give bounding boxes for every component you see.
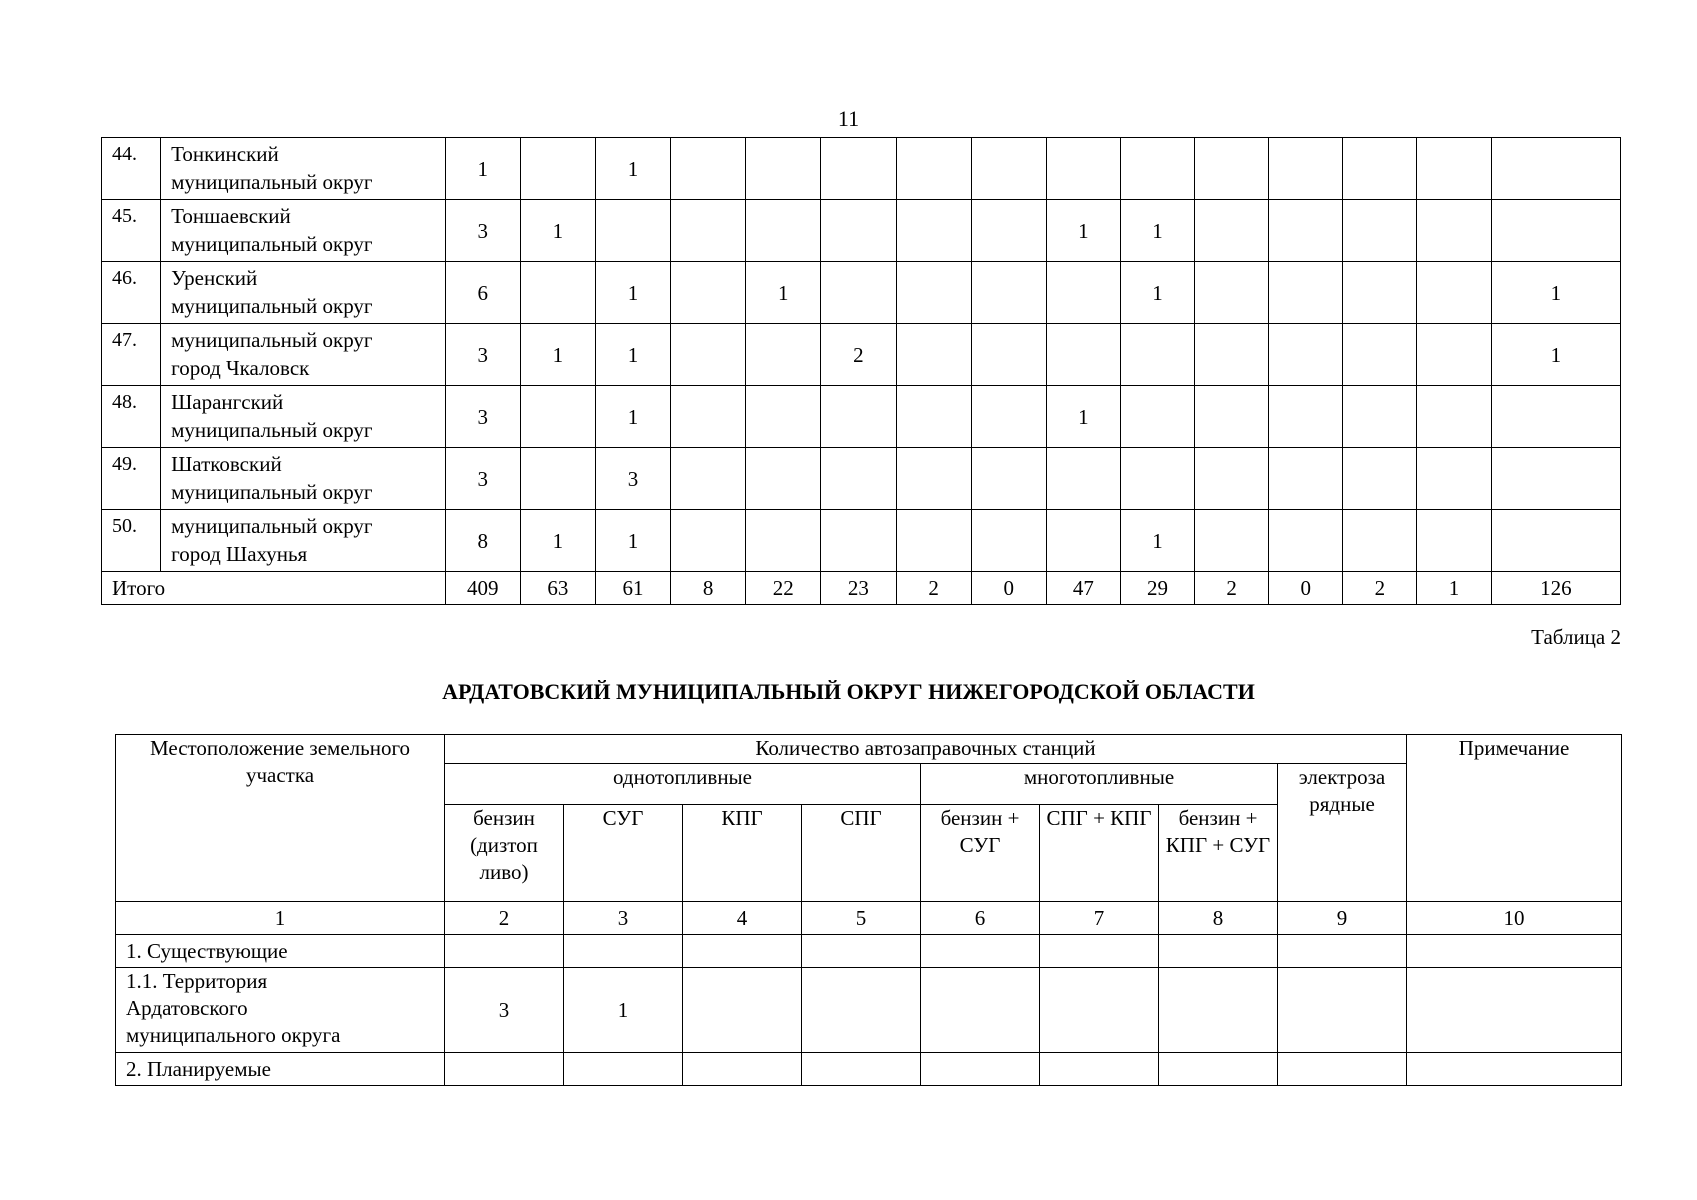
value-cell [971,510,1046,572]
value-cell [1417,510,1491,572]
value-cell [671,200,746,262]
value-cell: 1 [746,262,821,324]
value-cell: 3 [445,386,520,448]
district-name [161,386,446,448]
district-name [161,324,446,386]
total-value-cell: 23 [821,572,896,605]
row-number: 50. [102,510,161,572]
value-cell [896,262,971,324]
value-cell [1491,200,1620,262]
value-cell: 1 [1491,324,1620,386]
header-fuel-type: СПГ [802,805,921,902]
value-cell [1343,510,1417,572]
value-cell [1195,138,1269,200]
row-number: 46. [102,262,161,324]
value-cell: 1 [595,138,670,200]
district-name-line: муниципальный округ [171,514,373,538]
value-cell [1046,510,1120,572]
empty-cell [1040,1053,1159,1086]
ardatov-stations-table [115,734,1622,1086]
value-cell [1269,262,1343,324]
district-name-line: муниципальный округ [171,170,373,194]
table-row [102,200,1621,262]
district-name-line: Тонкинский [171,142,279,166]
district-name [161,448,446,510]
empty-cell [802,935,921,968]
value-cell [520,448,595,510]
value-cell: 3 [445,324,520,386]
district-name-line: муниципальный округ [171,294,373,318]
value-cell: 8 [445,510,520,572]
value-cell [1269,324,1343,386]
total-value-cell: 8 [671,572,746,605]
value-cell: 1 [595,324,670,386]
value-cell [746,386,821,448]
empty-cell [1407,935,1622,968]
table-row [102,138,1621,200]
empty-cell [921,1053,1040,1086]
value-cell: 1 [1120,200,1194,262]
value-cell [746,448,821,510]
empty-cell [564,1053,683,1086]
page-number: 11 [837,106,860,131]
column-number: 5 [802,902,921,935]
total-value-cell: 61 [595,572,670,605]
header-electric: электроза рядные [1278,764,1407,902]
value-cell [1269,138,1343,200]
value-cell: 3 [445,200,520,262]
table-row [102,324,1621,386]
empty-cell [1278,935,1407,968]
value-cell [1195,200,1269,262]
total-value-cell: 22 [746,572,821,605]
header-location: Местоположение земельного участка [116,735,445,902]
empty-cell [1159,1053,1278,1086]
value-cell: 1 [595,386,670,448]
empty-cell [921,935,1040,968]
value-cell [971,138,1046,200]
value-cell [1195,448,1269,510]
value-cell: 3 [445,448,520,510]
value-cell [1269,386,1343,448]
value-cell [971,262,1046,324]
district-name [161,262,446,324]
district-name-line: Тоншаевский [171,204,291,228]
value-cell [1491,448,1620,510]
empty-cell [683,1053,802,1086]
district-name-line: муниципальный округ [171,328,373,352]
value-cell [1046,324,1120,386]
header-fuel-type: бензин + СУГ [921,805,1040,902]
value-cell: 1 [520,324,595,386]
total-value-cell: 47 [1046,572,1120,605]
header-fuel-type: бензин (дизтоп ливо) [445,805,564,902]
row-existing: 1. Существующие [116,935,445,968]
value-cell [1269,510,1343,572]
total-value-cell: 0 [971,572,1046,605]
value-cell [821,200,896,262]
row-number: 45. [102,200,161,262]
value-cell [1417,200,1491,262]
value-cell [821,138,896,200]
value-cell [1120,448,1194,510]
row-territory-label [116,968,445,1053]
value-cell: 1 [520,510,595,572]
territory-line: 1.1. Территория [126,969,268,993]
empty-cell [1278,1053,1407,1086]
row-number: 44. [102,138,161,200]
row-number: 49. [102,448,161,510]
empty-cell [683,935,802,968]
column-number: 9 [1278,902,1407,935]
empty-cell [1159,935,1278,968]
value-cell: 1 [445,138,520,200]
value-cell [1417,262,1491,324]
header-note: Примечание [1407,735,1622,902]
district-name-line: город Шахунья [171,542,308,566]
table-row [102,510,1621,572]
value-cell [1269,200,1343,262]
total-value-cell: 2 [1195,572,1269,605]
value-cell [1046,448,1120,510]
value-cell [1343,386,1417,448]
value-cell [896,386,971,448]
value-cell: 2 [821,324,896,386]
value-cell: 1 [1046,200,1120,262]
total-value-cell: 126 [1491,572,1620,605]
column-number: 7 [1040,902,1159,935]
value-cell [1343,448,1417,510]
value-cell [971,324,1046,386]
column-number: 3 [564,902,683,935]
value-cell [1120,324,1194,386]
value-cell [1120,386,1194,448]
district-name [161,200,446,262]
value-cell: 1 [1120,510,1194,572]
value-cell: 1 [595,262,670,324]
value-cell [671,448,746,510]
value-cell [1195,386,1269,448]
value-cell [896,448,971,510]
territory-line: муниципального округа [126,1023,341,1047]
district-name-line: муниципальный округ [171,232,373,256]
value-cell [1278,968,1407,1053]
empty-cell [802,1053,921,1086]
value-cell [971,448,1046,510]
value-cell: 3 [445,968,564,1053]
total-row [102,572,1621,605]
value-cell [1195,510,1269,572]
empty-cell [564,935,683,968]
value-cell [1040,968,1159,1053]
territory-line: Ардатовского [126,996,248,1020]
total-value-cell: 0 [1269,572,1343,605]
value-cell [671,510,746,572]
value-cell [746,200,821,262]
value-cell [1343,200,1417,262]
total-value-cell: 63 [520,572,595,605]
value-cell [746,324,821,386]
table-row [102,448,1621,510]
value-cell [821,386,896,448]
row-planned: 2. Планируемые [116,1053,445,1086]
value-cell [1491,138,1620,200]
header-station-count: Количество автозаправочных станций [445,735,1407,764]
empty-cell [1407,1053,1622,1086]
column-number: 8 [1159,902,1278,935]
district-name-line: муниципальный округ [171,480,373,504]
column-number: 1 [116,902,445,935]
district-name-line: Шатковский [171,452,282,476]
value-cell [746,138,821,200]
value-cell [746,510,821,572]
district-name-line: Уренский [171,266,258,290]
district-name-line: муниципальный округ [171,418,373,442]
value-cell [821,448,896,510]
header-fuel-type: СУГ [564,805,683,902]
value-cell [1343,324,1417,386]
value-cell [1491,386,1620,448]
table-row [102,262,1621,324]
table-row [102,386,1621,448]
value-cell [896,510,971,572]
value-cell [1407,968,1622,1053]
header-multi-fuel: многотопливные [921,764,1278,805]
value-cell [1417,324,1491,386]
value-cell: 1 [1491,262,1620,324]
district-name [161,510,446,572]
column-number: 6 [921,902,1040,935]
value-cell [671,386,746,448]
total-value-cell: 29 [1120,572,1194,605]
value-cell [1343,138,1417,200]
column-number: 4 [683,902,802,935]
column-number: 2 [445,902,564,935]
value-cell: 1 [520,200,595,262]
value-cell [896,200,971,262]
table-label: Таблица 2 [1531,625,1621,649]
total-value-cell: 2 [896,572,971,605]
value-cell [595,200,670,262]
value-cell [821,510,896,572]
value-cell [1417,138,1491,200]
header-fuel-type: СПГ + КПГ [1040,805,1159,902]
value-cell [683,968,802,1053]
value-cell [896,324,971,386]
value-cell [520,262,595,324]
header-fuel-type: бензин + КПГ + СУГ [1159,805,1278,902]
district-name-line: город Чкаловск [171,356,310,380]
value-cell [1269,448,1343,510]
value-cell [1491,510,1620,572]
header-single-fuel: однотопливные [445,764,921,805]
total-value-cell: 409 [445,572,520,605]
value-cell [971,200,1046,262]
value-cell [1046,138,1120,200]
total-value-cell: 2 [1343,572,1417,605]
value-cell: 3 [595,448,670,510]
value-cell [971,386,1046,448]
value-cell [1046,262,1120,324]
column-number: 10 [1407,902,1622,935]
district-name-line: Шарангский [171,390,284,414]
value-cell [1159,968,1278,1053]
empty-cell [1040,935,1159,968]
value-cell: 1 [595,510,670,572]
stations-by-district-table [101,137,1621,605]
header-fuel-type: КПГ [683,805,802,902]
value-cell: 1 [564,968,683,1053]
value-cell [1120,138,1194,200]
value-cell [671,138,746,200]
total-label: Итого [102,572,446,605]
row-number: 48. [102,386,161,448]
value-cell [671,262,746,324]
section-title: АРДАТОВСКИЙ МУНИЦИПАЛЬНЫЙ ОКРУГ НИЖЕГОРОДСКОЙ ОБЛАСТИ [442,679,1255,704]
value-cell [520,386,595,448]
value-cell [896,138,971,200]
value-cell [1195,324,1269,386]
value-cell [1417,386,1491,448]
value-cell [1195,262,1269,324]
empty-cell [445,935,564,968]
total-value-cell: 1 [1417,572,1491,605]
district-name [161,138,446,200]
empty-cell [445,1053,564,1086]
value-cell [1343,262,1417,324]
value-cell: 6 [445,262,520,324]
value-cell [921,968,1040,1053]
value-cell [1417,448,1491,510]
value-cell [821,262,896,324]
value-cell [520,138,595,200]
value-cell [802,968,921,1053]
value-cell: 1 [1046,386,1120,448]
value-cell: 1 [1120,262,1194,324]
value-cell [671,324,746,386]
row-number: 47. [102,324,161,386]
